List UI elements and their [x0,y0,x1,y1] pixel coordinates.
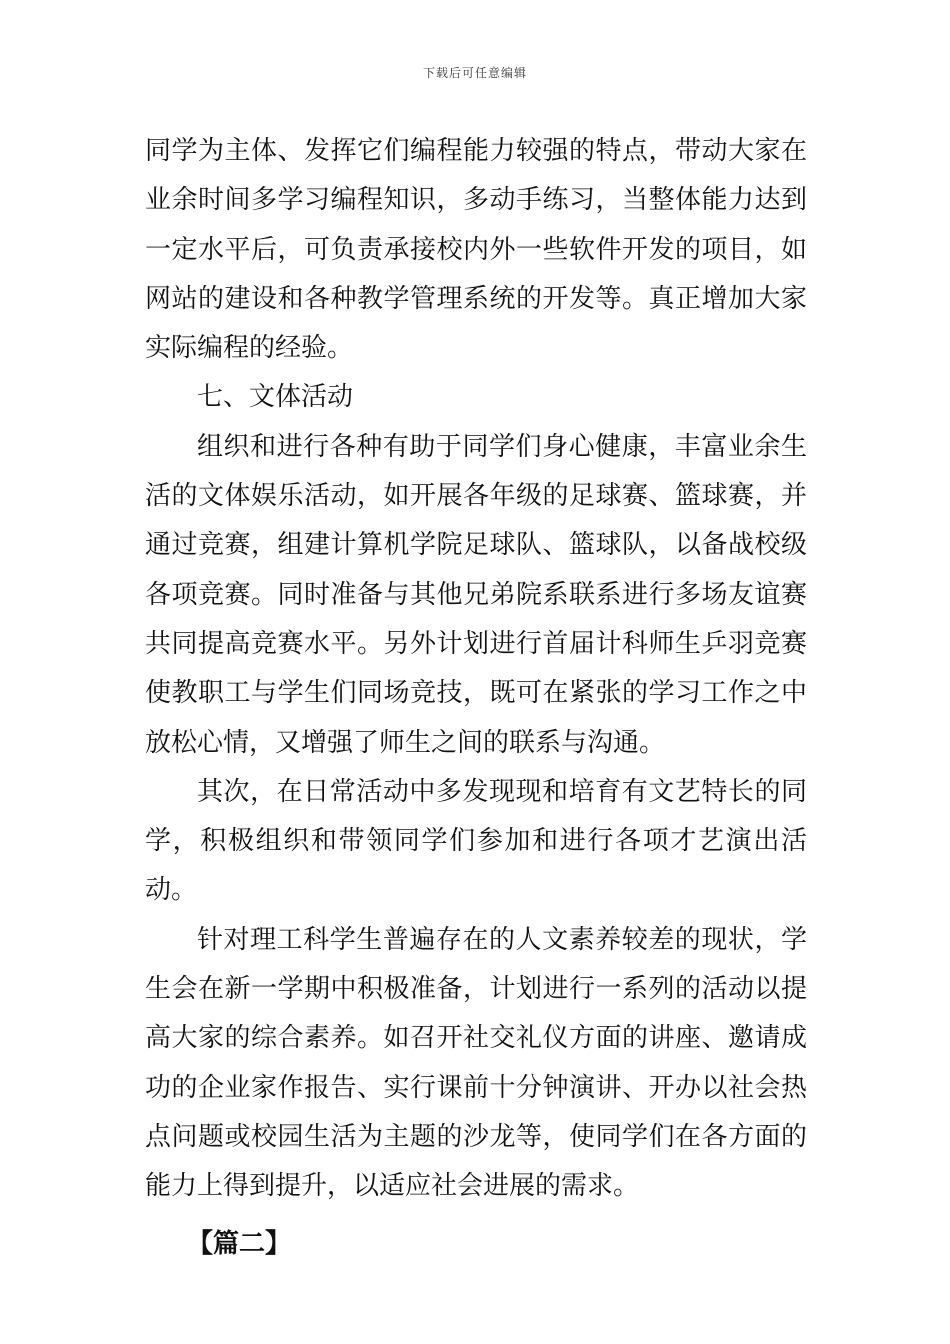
paragraph-programming: 同学为主体、发挥它们编程能力较强的特点，带动大家在业余时间多学习编程知识，多动手练习，当整体能力达到一定水平后，可负责承接校内外一些软件开发的项目，如网站的建设和各种教学管理系统的开发等。真正增加大家实际编程的经验。 [145,136,807,364]
section-title-sports-culture: 七、文体活动 [197,382,354,413]
page-header: 下载后可任意编辑 [422,66,527,80]
document-body [145,127,807,1269]
section-heading-part-two: 【篇二】 [187,1228,292,1259]
paragraph-humanities: 针对理工科学生普遍存在的人文素养较差的现状，学生会在新一学期中积极准备，计划进行一系列的活动以提高大家的综合素养。如召开社交礼仪方面的讲座、邀请成功的企业家作报告、实行课前十分钟演讲、开办以社会热点问题或校园生活为主题的沙龙等，使同学们在各方面的能力上得到提升，以适应社会进展的需求。 [145,924,807,1202]
paragraph-sports-activities: 组织和进行各种有助于同学们身心健康，丰富业余生活的文体娱乐活动，如开展各年级的足球赛、篮球赛，并通过竞赛，组建计算机学院足球队、篮球队，以备战校级各项竞赛。同时准备与其他兄弟院系联系进行多场友谊赛共同提高竞赛水平。另外计划进行首届计科师生乒羽竞赛使教职工与学生们同场竞技，既可在紧张的学习工作之中放松心情，又增强了师生之间的联系与沟通。 [145,431,807,758]
paragraph-arts-activities: 其次，在日常活动中多发现现和培育有文艺特长的同学，积极组织和带领同学们参加和进行各项才艺演出活动。 [145,776,807,906]
